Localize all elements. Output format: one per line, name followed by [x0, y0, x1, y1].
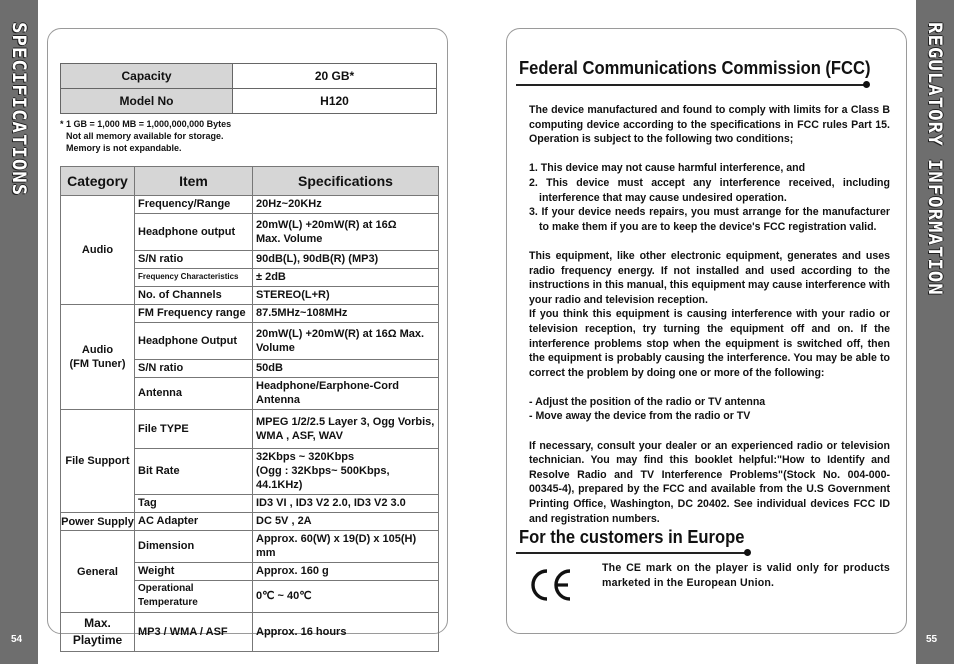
- spec-cell: [253, 323, 439, 360]
- header-category: Category: [61, 167, 135, 196]
- item-cell: Headphone output: [135, 214, 253, 251]
- right-side-title: REGULATORY INFORMATION: [924, 22, 946, 296]
- category-audio: Audio: [61, 196, 135, 305]
- fcc-paragraph-3: If you think this equipment is causing interference with your radio or television reception, try turning the equipment off and on. If the interference problems stop when the equipment is switched off, then the equipment is probably causing the interference. You may be able to correct the problem by doing one or more of the following:: [529, 308, 890, 379]
- spec-line: Volume: [256, 341, 295, 354]
- category-line: Playtime: [72, 633, 123, 647]
- spec-cell: 87.5MHz~108MHz: [253, 305, 439, 323]
- right-page-number: 55: [926, 634, 938, 645]
- item-cell: FM Frequency range: [135, 305, 253, 323]
- capacity-table: [60, 63, 437, 114]
- europe-title-dot: [744, 549, 751, 556]
- category-max-playtime: [61, 613, 135, 652]
- item-cell: MP3 / WMA / ASF: [135, 613, 253, 652]
- footnote-line-1: * 1 GB = 1,000 MB = 1,000,000,000 Bytes: [60, 119, 232, 129]
- europe-text: The CE mark on the player is valid only for products marketed in the European Union.: [602, 562, 890, 589]
- item-cell: Frequency Characteristics: [135, 269, 253, 287]
- item-cell: Tag: [135, 495, 253, 513]
- capacity-value: 20 GB*: [233, 64, 437, 89]
- spec-cell: 0℃ ~ 40℃: [253, 581, 439, 613]
- left-side-bar: [0, 0, 38, 664]
- capacity-label: Capacity: [61, 64, 233, 89]
- fcc-conditions: [529, 161, 890, 234]
- spec-cell: Approx. 60(W) x 19(D) x 105(H) mm: [253, 531, 439, 563]
- spec-line: MPEG 1/2/2.5 Layer 3, Ogg Vorbis,: [256, 415, 435, 428]
- spec-line: (Ogg : 32Kbps~ 500Kbps, 44.1KHz): [256, 465, 390, 491]
- fcc-condition: 1. This device may not cause harmful interference, and: [529, 162, 806, 175]
- spec-cell: Approx. 160 g: [253, 563, 439, 581]
- category-general: General: [61, 531, 135, 613]
- category-line: Audio: [81, 344, 114, 356]
- fcc-title-dot: [863, 81, 870, 88]
- category-power-supply: Power Supply: [61, 513, 135, 531]
- item-cell: File TYPE: [135, 410, 253, 449]
- item-cell: Antenna: [135, 378, 253, 410]
- spec-cell: [253, 214, 439, 251]
- footnote-line-2: Not all memory available for storage.: [66, 131, 224, 141]
- spec-cell: ID3 VI , ID3 V2 2.0, ID3 V2 3.0: [253, 495, 439, 513]
- europe-title-rule: [516, 552, 746, 554]
- item-cell: Headphone Output: [135, 323, 253, 360]
- spec-line: 20mW(L) +20mW(R) at 16Ω Max.: [256, 327, 425, 340]
- spec-line: Max. Volume: [256, 232, 323, 245]
- ce-mark-icon: [528, 566, 574, 604]
- left-side-title: SPECIFICATIONS: [8, 22, 30, 197]
- fcc-paragraph-2: This equipment, like other electronic equipment, generates and uses radio frequency energy. If not installed and used according to the instructions in this manual, this equipment may cause interference with your radio and television reception.: [529, 249, 890, 306]
- item-cell: Frequency/Range: [135, 196, 253, 214]
- fcc-tip: - Move away the device from the radio or TV: [529, 410, 751, 423]
- item-cell: Dimension: [135, 531, 253, 563]
- spec-cell: Approx. 16 hours: [253, 613, 439, 652]
- europe-title: For the customers in Europe: [519, 527, 745, 547]
- header-specifications: Specifications: [253, 167, 439, 196]
- item-cell: AC Adapter: [135, 513, 253, 531]
- fcc-tips: [529, 395, 890, 424]
- header-item: Item: [135, 167, 253, 196]
- category-line: (FM Tuner): [69, 358, 126, 370]
- fcc-tip: - Adjust the position of the radio or TV antenna: [529, 395, 766, 408]
- capacity-footnote: [60, 118, 231, 154]
- spec-line: 32Kbps ~ 320Kbps: [256, 451, 355, 463]
- category-file-support: File Support: [61, 410, 135, 513]
- spec-cell: DC 5V , 2A: [253, 513, 439, 531]
- fcc-condition: 3. If your device needs repairs, you must arrange for the manufacturer to make them if you are to keep the device's FCC registration valid.: [529, 206, 890, 233]
- model-value: H120: [233, 89, 437, 114]
- right-side-bar: [916, 0, 954, 664]
- category-line: Max.: [84, 616, 111, 630]
- fcc-title: Federal Communications Commission (FCC): [519, 58, 871, 78]
- fcc-body: [529, 103, 890, 541]
- spec-cell: STEREO(L+R): [253, 287, 439, 305]
- spec-cell: Headphone/Earphone-Cord Antenna: [253, 378, 439, 410]
- fcc-title-rule: [516, 84, 866, 86]
- fcc-condition: 2. This device must accept any interference received, including interference that may cause undesired operation.: [529, 176, 890, 204]
- item-cell: S/N ratio: [135, 360, 253, 378]
- spec-cell: [253, 410, 439, 449]
- model-label: Model No: [61, 89, 233, 114]
- fcc-intro: The device manufactured and found to comply with limits for a Class B computing device according to the specifications in FCC rules Part 15. Operation is subject to the following two conditions;: [529, 104, 890, 146]
- item-cell: Weight: [135, 563, 253, 581]
- specifications-table: [60, 166, 439, 652]
- category-audio-fm: [61, 305, 135, 410]
- spec-cell: 50dB: [253, 360, 439, 378]
- item-cell: No. of Channels: [135, 287, 253, 305]
- spec-line: 20mW(L) +20mW(R) at 16Ω: [256, 218, 397, 231]
- item-cell: S/N ratio: [135, 251, 253, 269]
- left-page-number: 54: [11, 634, 23, 645]
- spec-cell: ± 2dB: [253, 269, 439, 287]
- spec-cell: 20Hz~20KHz: [253, 196, 439, 214]
- spec-line: WMA , ASF, WAV: [256, 429, 343, 442]
- item-cell: Bit Rate: [135, 449, 253, 495]
- fcc-paragraph-4: If necessary, consult your dealer or an experienced radio or television technician. You may find this booklet helpful:"How to Identify and Resolve Radio and TV Interference Problems"(Stock No. 004-000-00345-4), prepared by the FCC and available from the U.S Government Printing Office, Washington, DC 20402. See individual devices FCC ID and registration numbers.: [529, 439, 890, 525]
- spec-cell: 90dB(L), 90dB(R) (MP3): [253, 251, 439, 269]
- item-cell: Operational Temperature: [135, 581, 253, 613]
- spec-cell: [253, 449, 439, 495]
- footnote-line-3: Memory is not expandable.: [66, 143, 182, 153]
